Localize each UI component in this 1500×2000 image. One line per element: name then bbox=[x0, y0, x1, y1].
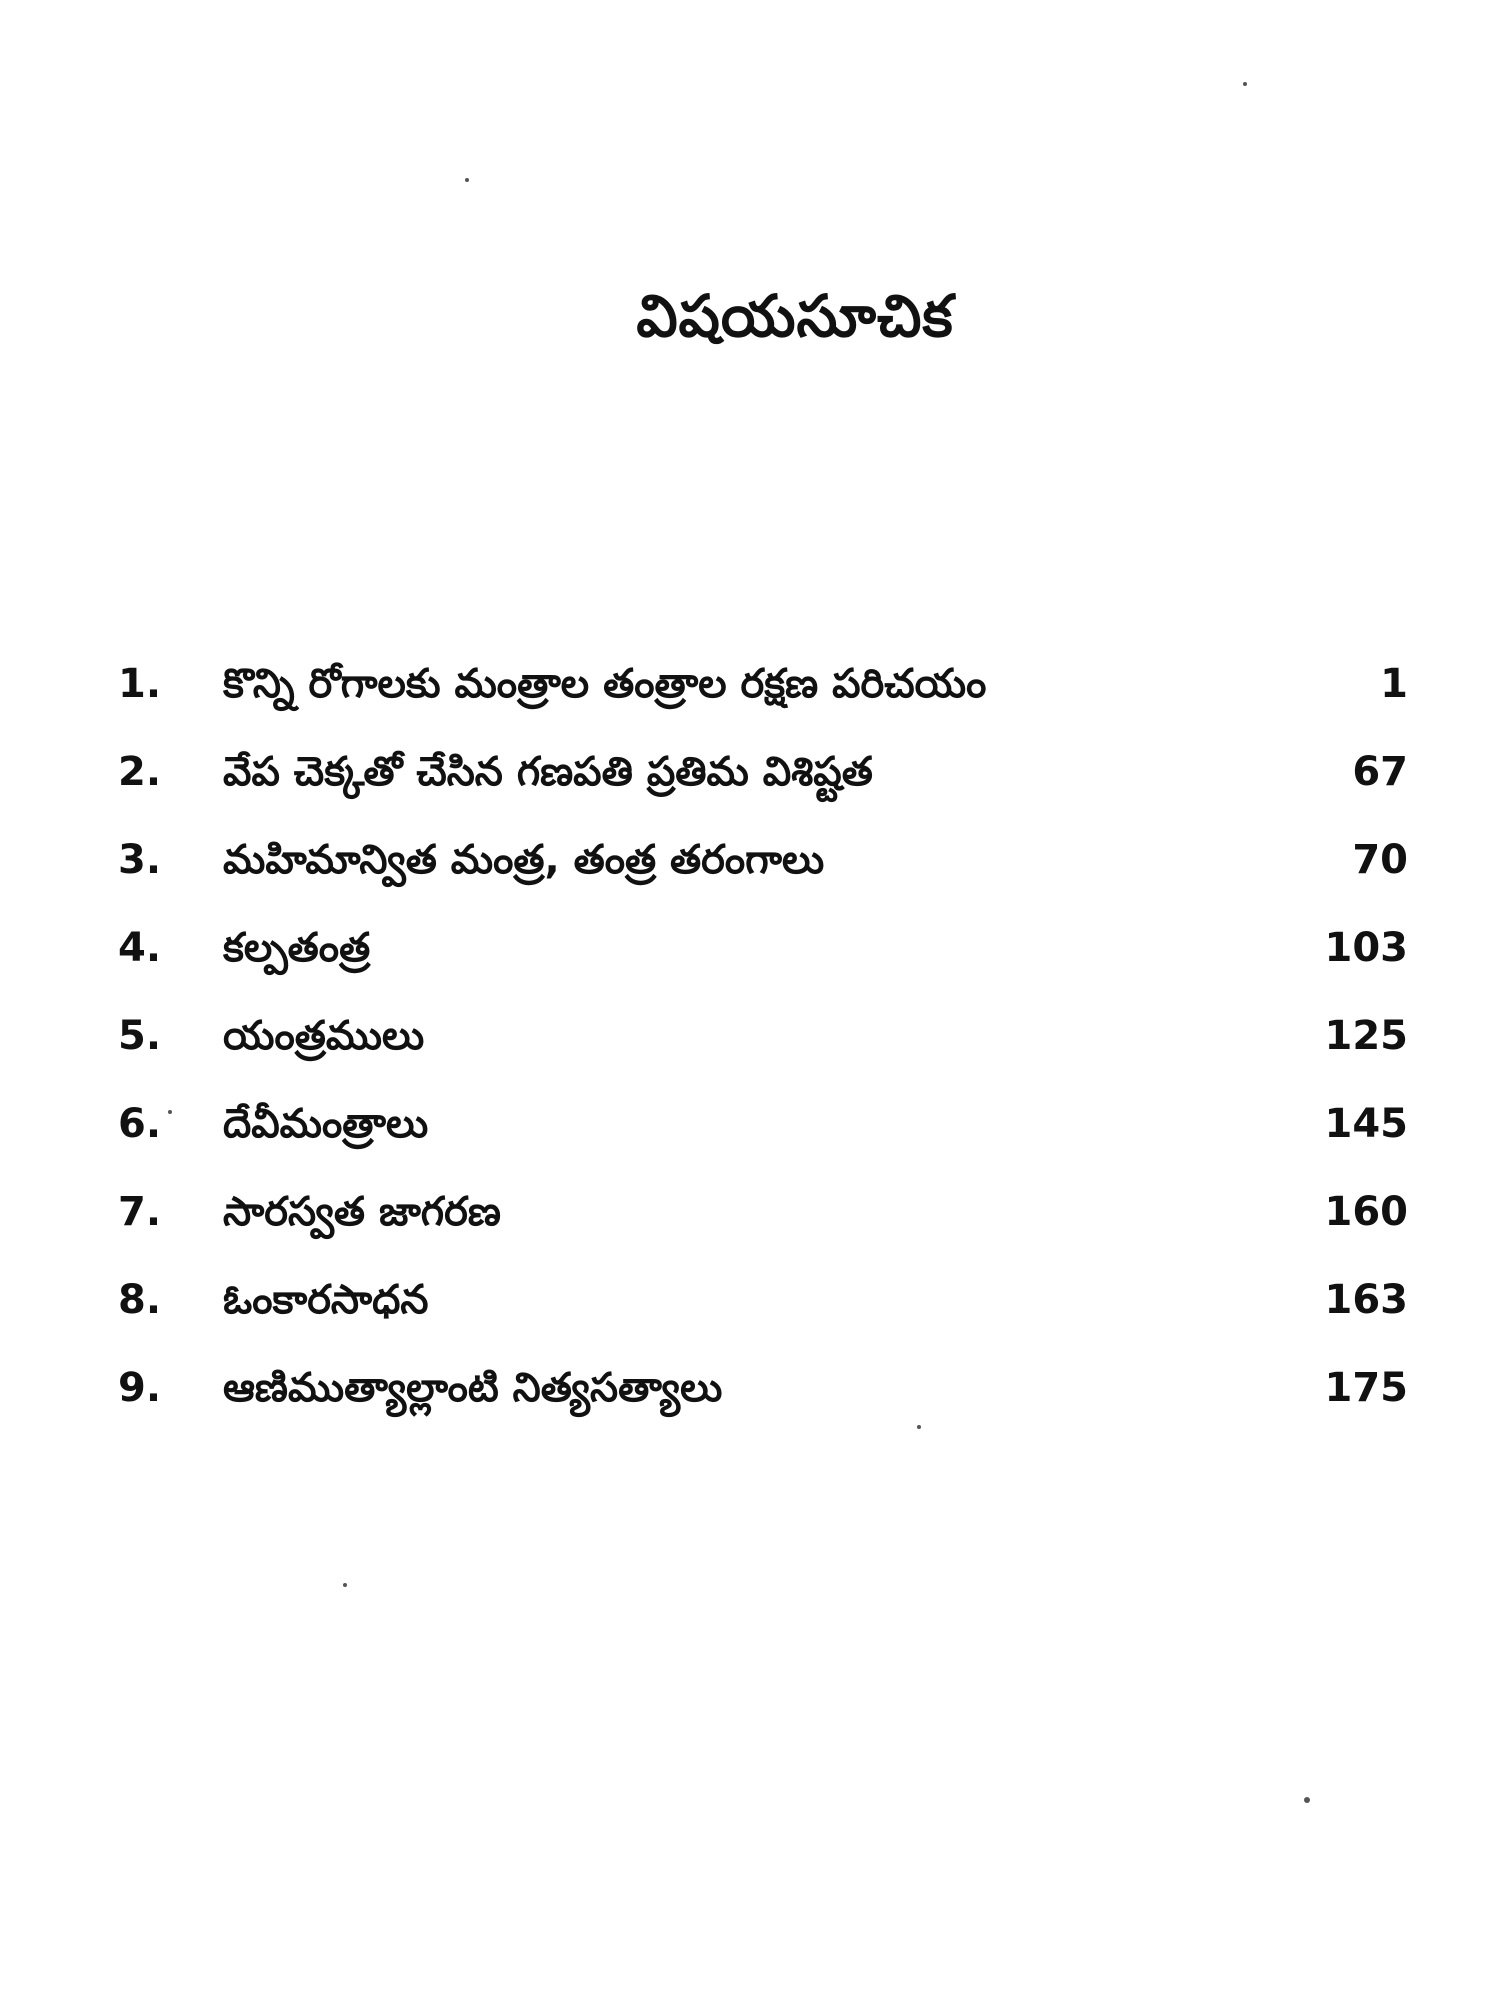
toc-entry bbox=[118, 640, 1408, 728]
toc-entry-number: 2. bbox=[118, 749, 162, 795]
toc-entry-number: 7. bbox=[118, 1189, 162, 1235]
toc-entry-page: 67 bbox=[1352, 749, 1408, 795]
toc-entry bbox=[118, 1080, 1408, 1168]
toc-entry bbox=[118, 1168, 1408, 1256]
page-title: విషయసూచిక bbox=[636, 282, 954, 350]
toc-entry-number: 1. bbox=[118, 661, 162, 707]
toc-entry-page: 175 bbox=[1324, 1365, 1408, 1411]
toc-entry bbox=[118, 1256, 1408, 1344]
scan-speck bbox=[343, 1583, 347, 1587]
toc-entry-page: 70 bbox=[1352, 837, 1408, 883]
toc-entry-number: 4. bbox=[118, 925, 162, 971]
toc-entry-number: 6. bbox=[118, 1101, 162, 1147]
scan-speck bbox=[1304, 1797, 1310, 1803]
toc-entry-title: మహిమాన్విత మంత్ర, తంత్ర తరంగాలు bbox=[223, 837, 825, 883]
toc-entry-page: 103 bbox=[1324, 925, 1408, 971]
toc-entry-page: 160 bbox=[1324, 1189, 1408, 1235]
toc-entry-title: సారస్వత జాగరణ bbox=[223, 1189, 501, 1235]
toc-entry-title: యంత్రములు bbox=[223, 1013, 425, 1059]
toc-entry-number: 5. bbox=[118, 1013, 162, 1059]
toc-entry-number: 9. bbox=[118, 1365, 162, 1411]
toc-entry-number: 3. bbox=[118, 837, 162, 883]
toc-entry bbox=[118, 728, 1408, 816]
toc-entry bbox=[118, 816, 1408, 904]
toc-entry-title: కొన్ని రోగాలకు మంత్రాల తంత్రాల రక్షణ పరిచయం bbox=[223, 661, 987, 707]
scan-speck bbox=[465, 178, 469, 182]
toc-entry-number: 8. bbox=[118, 1277, 162, 1323]
scan-speck bbox=[917, 1425, 921, 1429]
toc-entry bbox=[118, 904, 1408, 992]
scan-speck bbox=[168, 1110, 172, 1114]
toc-entry-title: వేప చెక్కతో చేసిన గణపతి ప్రతిమ విశిష్టత bbox=[223, 749, 873, 795]
toc-entry bbox=[118, 1344, 1408, 1432]
toc-entry-page: 1 bbox=[1380, 661, 1408, 707]
table-of-contents bbox=[118, 640, 1408, 1432]
toc-entry-title: ఓంకారసాధన bbox=[223, 1277, 429, 1323]
toc-entry-title: కల్పతంత్ర bbox=[223, 925, 371, 971]
toc-entry-page: 145 bbox=[1324, 1101, 1408, 1147]
toc-entry-title: ఆణిముత్యాల్లాంటి నిత్యసత్యాలు bbox=[223, 1365, 723, 1411]
toc-entry-page: 125 bbox=[1324, 1013, 1408, 1059]
scan-speck bbox=[1243, 82, 1247, 86]
toc-entry bbox=[118, 992, 1408, 1080]
toc-entry-page: 163 bbox=[1324, 1277, 1408, 1323]
toc-entry-title: దేవీమంత్రాలు bbox=[223, 1101, 429, 1147]
